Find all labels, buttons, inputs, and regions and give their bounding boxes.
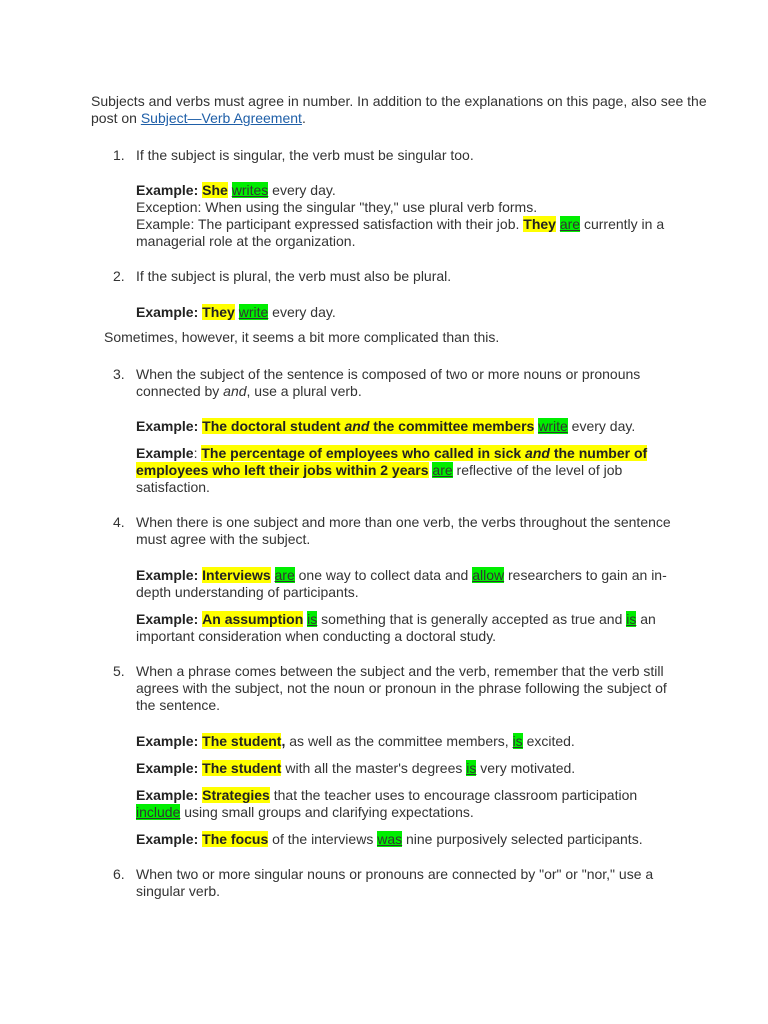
subject-highlight: They xyxy=(523,216,556,232)
example-label: Example xyxy=(136,445,194,461)
aside-paragraph: Sometimes, however, it seems a bit more complicated than this. xyxy=(104,329,500,345)
verb-highlight: are xyxy=(432,462,453,478)
example-text: something that is generally accepted as true and xyxy=(317,611,627,627)
rule-text: If the subject is plural, the verb must also be plural. xyxy=(136,268,452,284)
example-2 xyxy=(136,304,681,321)
example-text: with all the master's degrees xyxy=(281,760,467,776)
subject-highlight xyxy=(202,418,534,434)
rule-text: If the subject is singular, the verb must be singular too. xyxy=(136,147,474,163)
subject-highlight: They xyxy=(202,304,235,320)
rule-text: When there is one subject and more than one verb, the verbs throughout the sentence must agree with the subject. xyxy=(136,514,671,547)
intro-period: . xyxy=(301,110,306,126)
rule-number: 3. xyxy=(113,366,125,382)
example-text: Example: The participant expressed satisfaction with their job. xyxy=(136,216,524,232)
comma: , xyxy=(281,733,286,749)
rule-number: 6. xyxy=(113,866,125,882)
example-colon: : xyxy=(193,445,202,461)
example-text: an important consideration when conducting a doctoral study. xyxy=(136,611,656,644)
rule-text-part: When the subject of the sentence is composed of two or more nouns or pronouns connected by xyxy=(136,366,641,399)
example-label: Example: xyxy=(136,787,199,803)
example-label: Example: xyxy=(136,567,199,583)
verb-highlight: are xyxy=(559,216,581,232)
subject-highlight: Interviews xyxy=(202,567,271,583)
verb-highlight: is xyxy=(307,611,318,627)
example-text: that the teacher uses to encourage classroom participation xyxy=(269,787,638,803)
example-label: Example: xyxy=(136,831,199,847)
example-label: Example: xyxy=(136,760,199,776)
example-text: reflective of the level of job satisfaction. xyxy=(136,462,623,495)
subject-highlight: She xyxy=(202,182,228,198)
example-5a xyxy=(136,733,681,750)
example-text: using small groups and clarifying expectations. xyxy=(180,804,474,820)
intro-paragraph xyxy=(91,93,711,127)
example-text: every day. xyxy=(268,182,336,198)
example-text: one way to collect data and xyxy=(294,567,473,583)
subject-part: The doctoral student xyxy=(202,418,345,434)
subject-part: the committee members xyxy=(369,418,535,434)
verb-highlight: allow xyxy=(472,567,505,583)
example-text: of the interviews xyxy=(268,831,378,847)
rule-text xyxy=(136,366,681,400)
example-text: as well as the committee members, xyxy=(285,733,513,749)
subject-highlight: The student xyxy=(202,760,282,776)
verb-highlight: is xyxy=(626,611,637,627)
subject-part: The percentage of employees who called in sick xyxy=(201,445,526,461)
example-4b xyxy=(136,611,681,645)
rule-text-emphasis: and xyxy=(223,383,247,399)
example-5b xyxy=(136,760,681,777)
verb-highlight: are xyxy=(274,567,295,583)
example-5c xyxy=(136,787,681,821)
rule-text: When two or more singular nouns or pronouns are connected by "or" or "nor," use a singular verb. xyxy=(136,866,654,899)
subject-highlight: Strategies xyxy=(202,787,270,803)
subject-highlight: An assumption xyxy=(202,611,304,627)
rule-number: 2. xyxy=(113,268,125,284)
example-1b xyxy=(136,216,681,250)
example-5d xyxy=(136,831,681,848)
verb-highlight: write xyxy=(538,418,568,434)
rule-text-part: , use a plural verb. xyxy=(246,383,362,399)
subject-verb-agreement-link[interactable]: Subject—Verb Agreement xyxy=(140,110,302,126)
example-text: excited. xyxy=(522,733,575,749)
and-emphasis: and xyxy=(525,445,550,461)
example-text: every day. xyxy=(268,304,336,320)
rule-number: 4. xyxy=(113,514,125,530)
example-label: Example: xyxy=(136,733,199,749)
example-text: every day. xyxy=(567,418,636,434)
subject-part: the number of employees who left their jobs within 2 years xyxy=(136,445,648,478)
example-label: Example: xyxy=(136,182,199,198)
verb-highlight: is xyxy=(512,733,523,749)
and-emphasis: and xyxy=(344,418,370,434)
example-text: nine purposively selected participants. xyxy=(402,831,643,847)
example-3a xyxy=(136,418,681,435)
example-text: currently in a managerial role at the organization. xyxy=(136,216,665,249)
subject-highlight: The student xyxy=(202,733,282,749)
verb-highlight: was xyxy=(377,831,403,847)
subject-highlight: The focus xyxy=(202,831,269,847)
example-label: Example: xyxy=(136,418,199,434)
example-text: researchers to gain an in-depth understanding of participants. xyxy=(136,567,667,600)
example-label: Example: xyxy=(136,611,199,627)
rule-number: 5. xyxy=(113,663,125,679)
verb-highlight: is xyxy=(466,760,477,776)
example-1 xyxy=(136,182,681,199)
intro-text: Subjects and verbs must agree in number. In addition to the explanations on this page, also see the post on xyxy=(91,93,707,126)
rule-number: 1. xyxy=(113,147,125,163)
example-text: very motivated. xyxy=(476,760,576,776)
verb-highlight: include xyxy=(136,804,181,820)
exception-1: Exception: When using the singular "they," use plural verb forms. xyxy=(136,199,538,215)
verb-highlight: writes xyxy=(231,182,269,198)
example-3b xyxy=(136,445,681,496)
example-label: Example: xyxy=(136,304,199,320)
rule-text: When a phrase comes between the subject and the verb, remember that the verb still agrees with the subject, not the noun or pronoun in the phrase following the subject of the sentence. xyxy=(136,663,667,713)
example-4a xyxy=(136,567,681,601)
verb-highlight: write xyxy=(238,304,269,320)
